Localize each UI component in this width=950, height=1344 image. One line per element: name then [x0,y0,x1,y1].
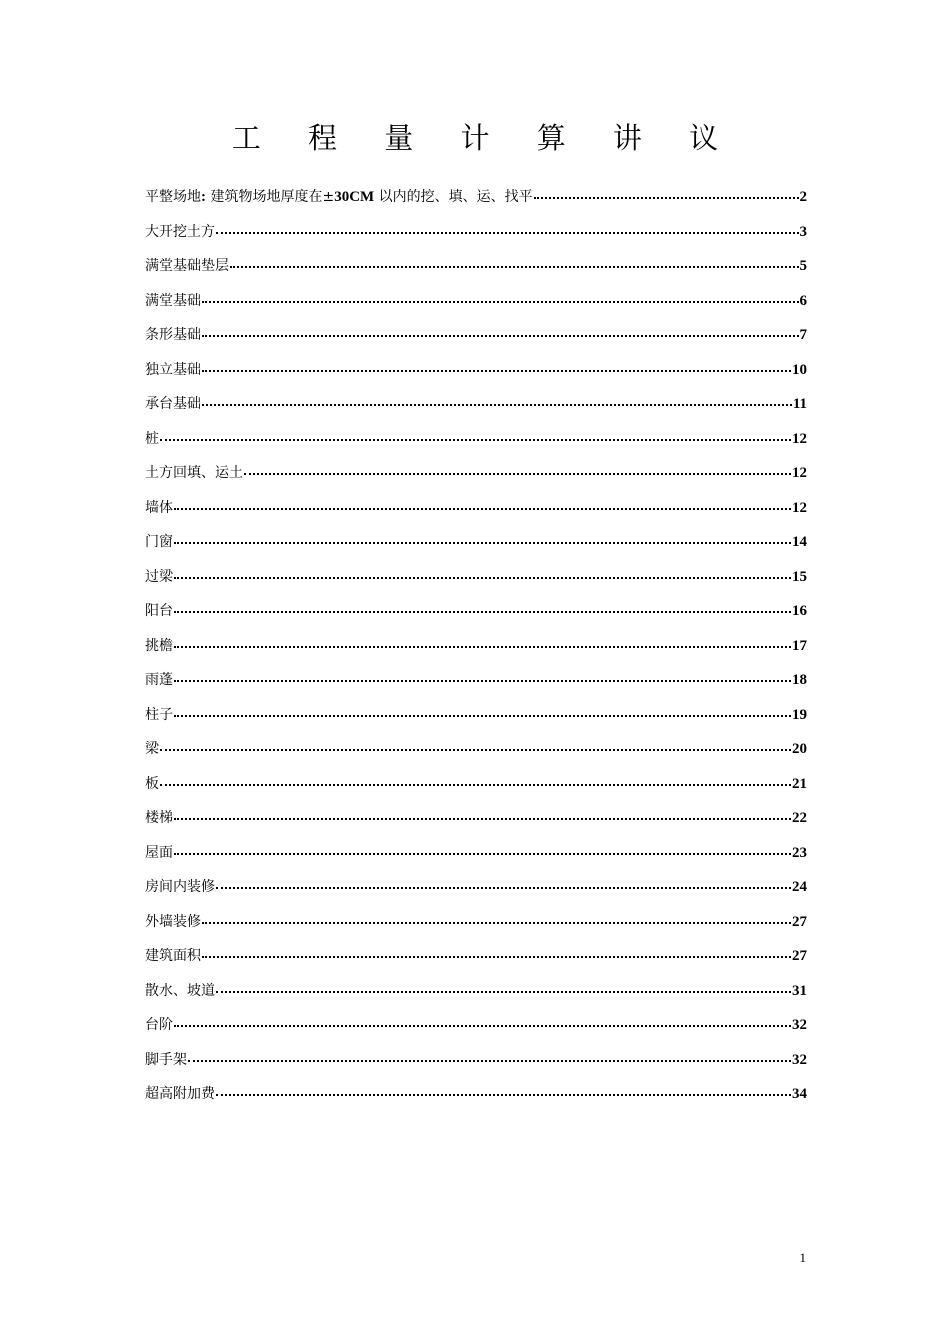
toc-entry-label: 柱子 [145,706,173,723]
toc-label-part: 建筑物场地厚度在± [206,189,335,205]
toc-entry-label: 建筑面积 [145,948,201,964]
toc-entry-page: 16 [792,603,807,619]
toc-entry[interactable] [145,1047,807,1082]
toc-entry-page: 24 [792,879,807,895]
toc-entry-page: 21 [792,775,807,792]
toc-entry[interactable] [145,219,807,254]
toc-entry[interactable] [145,598,807,633]
toc-label-part: 以内的挖、填、运、找平 [374,189,533,205]
toc-dot-leader [174,577,791,579]
toc-dot-leader [230,266,799,268]
toc-entry-page: 17 [792,637,807,654]
toc-entry[interactable] [145,391,807,426]
toc-dot-leader [160,439,791,441]
toc-entry-page: 27 [792,948,807,964]
toc-entry-label: 满堂基础垫层 [145,258,229,274]
toc-entry-label [145,184,533,210]
toc-dot-leader [202,922,791,924]
toc-dot-leader [216,1094,791,1096]
toc-entry[interactable] [145,529,807,564]
toc-entry[interactable] [145,633,807,668]
toc-entry[interactable] [145,736,807,771]
toc-dot-leader [216,232,799,234]
toc-label-bold-part: : [201,189,206,205]
toc-entry-page: 14 [792,534,807,550]
toc-entry[interactable] [145,322,807,357]
toc-entry[interactable] [145,253,807,288]
toc-entry[interactable] [145,184,807,219]
toc-entry[interactable] [145,495,807,530]
page-number: 1 [799,1250,806,1265]
toc-entry-page: 5 [799,258,807,274]
toc-entry-label: 大开挖土方 [145,223,215,240]
toc-entry-page: 3 [799,223,807,240]
toc-dot-leader [202,956,791,958]
toc-entry[interactable] [145,978,807,1013]
toc-dot-leader [202,301,799,303]
toc-entry-label: 台阶 [145,1017,173,1033]
toc-dot-leader [216,991,791,993]
toc-entry[interactable] [145,1081,807,1116]
toc-entry[interactable] [145,460,807,495]
toc-entry[interactable] [145,426,807,461]
toc-entry-label: 脚手架 [145,1051,187,1068]
toc-entry-page: 22 [792,810,807,826]
toc-entry-page: 12 [792,499,807,516]
toc-entry-label: 承台基础 [145,396,201,412]
toc-entry-label: 过梁 [145,568,173,585]
toc-entry-label: 外墙装修 [145,913,201,930]
toc-entry-page: 32 [792,1051,807,1068]
toc-entry-page: 7 [799,327,807,343]
toc-entry-label: 超高附加费 [145,1086,215,1102]
toc-entry-page: 10 [792,361,807,378]
toc-entry-page: 23 [792,844,807,861]
toc-entry-page: 6 [799,292,807,309]
toc-entry-label: 梁 [145,741,159,757]
toc-entry-label: 条形基础 [145,327,201,343]
toc-dot-leader [202,404,792,406]
toc-dot-leader [188,1060,791,1062]
toc-dot-leader [216,887,791,889]
toc-entry-label: 屋面 [145,844,173,861]
page-title: 工 程 量 计 算 讲 议 [231,121,738,155]
toc-dot-leader [202,335,799,337]
toc-dot-leader [202,370,791,372]
table-of-contents [145,184,807,1116]
toc-entry[interactable] [145,805,807,840]
toc-entry-page: 32 [792,1017,807,1033]
toc-entry-label: 墙体 [145,499,173,516]
toc-entry-page: 12 [792,465,807,481]
toc-entry-label: 门窗 [145,534,173,550]
toc-dot-leader [534,197,799,199]
toc-entry-label: 雨蓬 [145,672,173,688]
toc-entry[interactable] [145,771,807,806]
toc-dot-leader [160,749,791,751]
toc-dot-leader [174,715,791,717]
toc-dot-leader [174,508,791,510]
toc-dot-leader [244,473,791,475]
toc-entry-label: 板 [145,775,159,792]
toc-entry-page: 2 [799,189,807,205]
toc-dot-leader [160,784,791,786]
toc-entry-label: 楼梯 [145,810,173,826]
toc-entry-page: 12 [792,430,807,447]
toc-entry[interactable] [145,874,807,909]
toc-entry[interactable] [145,840,807,875]
toc-dot-leader [174,818,791,820]
toc-entry[interactable] [145,943,807,978]
toc-entry-label: 土方回填、运土 [145,465,243,481]
toc-entry[interactable] [145,702,807,737]
toc-entry-page: 20 [792,741,807,757]
toc-entry-label: 房间内装修 [145,879,215,895]
toc-entry-page: 18 [792,672,807,688]
toc-entry-page: 27 [792,913,807,930]
toc-entry[interactable] [145,909,807,944]
toc-dot-leader [174,542,791,544]
toc-entry-page: 11 [792,396,807,412]
toc-entry-label: 散水、坡道 [145,982,215,999]
toc-entry-page: 31 [792,982,807,999]
toc-entry-page: 15 [792,568,807,585]
toc-entry-page: 34 [792,1086,807,1102]
toc-entry[interactable] [145,564,807,599]
toc-entry-label: 阳台 [145,603,173,619]
toc-entry[interactable] [145,357,807,392]
toc-entry[interactable] [145,667,807,702]
toc-label-bold-part: 30CM [334,189,375,205]
toc-dot-leader [174,1025,791,1027]
toc-dot-leader [174,853,791,855]
toc-dot-leader [174,646,791,648]
toc-entry-label: 挑檐 [145,637,173,654]
toc-label-part: 平整场地 [145,189,201,205]
toc-entry[interactable] [145,288,807,323]
toc-entry-label: 满堂基础 [145,292,201,309]
toc-dot-leader [174,611,791,613]
toc-dot-leader [174,680,791,682]
toc-entry-label: 独立基础 [145,361,201,378]
toc-entry-label: 桩 [145,430,159,447]
toc-entry-page: 19 [792,706,807,723]
toc-entry[interactable] [145,1012,807,1047]
